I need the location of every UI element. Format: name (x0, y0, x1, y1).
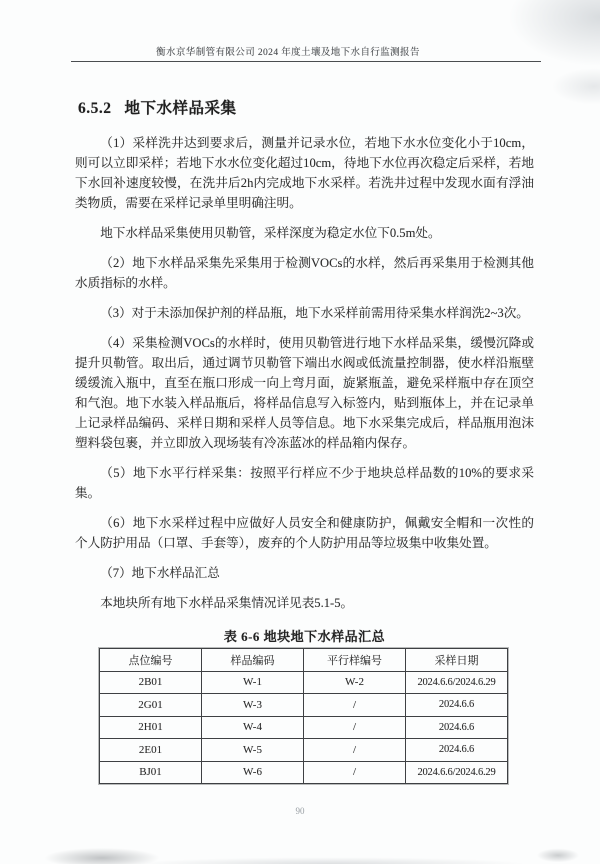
table-cell: W-2 (304, 671, 406, 694)
table-cell: W-3 (202, 694, 304, 717)
table-cell: 2024.6.6 (406, 739, 508, 762)
paragraph: （4）采集检测VOCs的水样时，使用贝勒管进行地下水样品采集，缓慢沉降或提升贝勒管。取出后，通过调节贝勒管下端出水阀或低流量控制器，使水样沿瓶壁缓缓流入瓶中，直至在瓶口形成一向上弯月面，旋紧瓶盖，避免采样瓶中存在顶空和气泡。地下水装入样品瓶后，将样品信息写入标签内，贴到瓶体上，并在记录单上记录样品编码、采样日期和采样人员等信息。地下水采集完成后，样品瓶用泡沫塑料袋包裹，并立即放入现场装有冷冻蓝冰的样品箱内保存。 (75, 336, 534, 450)
table-cell: 2024.6.6/2024.6.29 (406, 761, 508, 784)
paragraph: （3）对于未添加保护剂的样品瓶，地下水采样前需用待采集水样润洗2~3次。 (100, 306, 529, 320)
table-cell: 2024.6.6 (406, 716, 508, 739)
table-cell: BJ01 (100, 761, 202, 784)
table-header-row (100, 649, 508, 672)
table-cell: / (304, 761, 406, 784)
table-cell: W-5 (202, 739, 304, 762)
column-header: 平行样编号 (304, 649, 406, 672)
section-heading (78, 96, 237, 118)
table-row (100, 671, 508, 694)
table-cell: W-4 (202, 716, 304, 739)
column-header: 点位编号 (100, 649, 202, 672)
table-cell: 2024.6.6/2024.6.29 (406, 671, 508, 694)
paragraph: （1）采样洗井达到要求后，测量并记录水位，若地下水水位变化小于10cm，则可以立即采样；若地下水水位变化超过10cm，待地下水位再次稳定后采样，若地下水回补速度较慢，在洗井后2h内完成地下水采样。若洗井过程中发现水面有浮油类物质，需要在采样记录单里明确注明。 (75, 136, 534, 210)
table-cell: W-6 (202, 761, 304, 784)
paragraph: （5）地下水平行样采集：按照平行样应不少于地块总样品数的10%的要求采集。 (75, 466, 534, 500)
paragraph: （7）地下水样品汇总 (100, 566, 220, 580)
table-cell: / (304, 716, 406, 739)
paragraph: （6）地下水采样过程中应做好人员安全和健康防护，佩戴安全帽和一次性的个人防护用品（口罩、手套等），废弃的个人防护用品等垃圾集中收集处置。 (75, 516, 534, 550)
groundwater-samples-table (99, 648, 508, 784)
table-cell: 2B01 (100, 671, 202, 694)
table-caption: 表 6-6 地块地下水样品汇总 (223, 629, 386, 644)
running-header-title: 衡水京华制管有限公司 2024 年度土壤及地下水自行监测报告 (156, 48, 420, 58)
table-cell: 2024.6.6 (406, 694, 508, 717)
body-paragraphs (75, 133, 534, 623)
paragraph: 地下水样品采集使用贝勒管，采样深度为稳定水位下0.5m处。 (100, 226, 441, 240)
section-title: 地下水样品采集 (124, 100, 237, 117)
table-cell: / (304, 739, 406, 762)
paragraph: （2）地下水样品采集先采集用于检测VOCs的水样，然后再采集用于检测其他水质指标的水样。 (75, 256, 534, 290)
section-number: 6.5.2 (78, 100, 112, 117)
table-row (100, 716, 508, 739)
table-body (100, 671, 508, 784)
table-cell: / (304, 694, 406, 717)
header-rule (71, 61, 541, 62)
table-cell: 2H01 (100, 716, 202, 739)
page-number: 90 (295, 806, 305, 816)
table-row (100, 739, 508, 762)
table-cell: 2E01 (100, 739, 202, 762)
table-cell: 2G01 (100, 694, 202, 717)
table-row (100, 694, 508, 717)
paragraph: 本地块所有地下水样品采集情况详见表5.1-5。 (100, 596, 354, 610)
table-row (100, 761, 508, 784)
table-cell: W-1 (202, 671, 304, 694)
column-header: 样品编码 (202, 649, 304, 672)
running-header (0, 44, 576, 58)
column-header: 采样日期 (406, 649, 508, 672)
